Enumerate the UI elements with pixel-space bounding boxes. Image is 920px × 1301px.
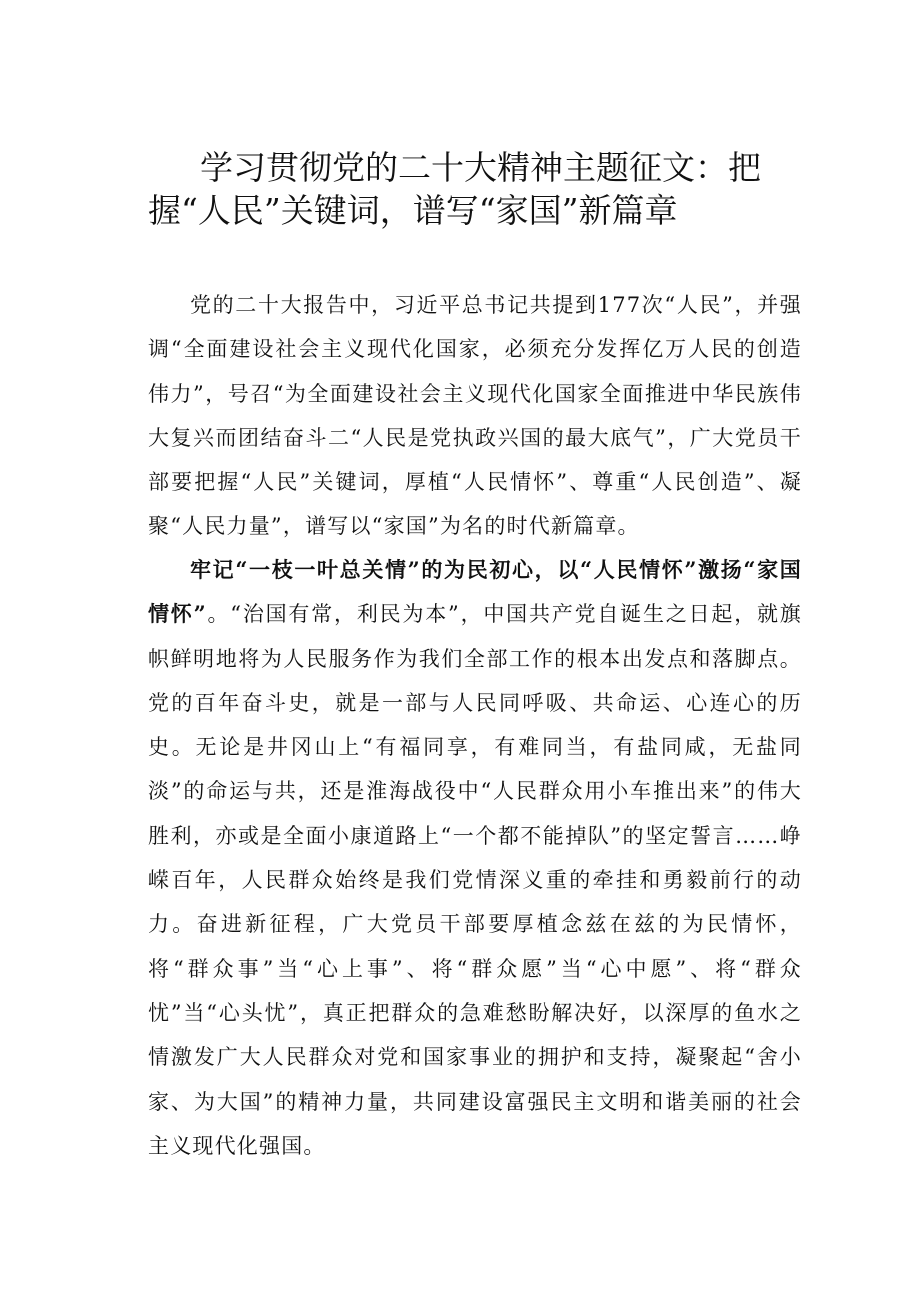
paragraph-2-text: 。“治国有常，利民为本”，中国共产党自诞生之日起，就旗帜鲜明地将为人民服务作为我们全部工作的根本出发点和落脚点。党的百年奋斗史，就是一部与人民同呼吸、共命运、心连心的历史。无论是井冈山上“有福同享，有难同当，有盐同咸，无盐同淡”的命运与共，还是淮海战役中“人民群众用小车推出来”的伟大胜利，亦或是全面小康道路上“一个都不能掉队”的坚定誓言……峥嵘百年，人民群众始终是我们党情深义重的牵挂和勇毅前行的动力。奋进新征程，广大党员干部要厚植念兹在兹的为民情怀，将“群众事”当“心上事”、将“群众愿”当“心中愿”、将“群众忧”当“心头忧”，真正把群众的急难愁盼解决好，以深厚的鱼水之情激发广大人民群众对党和国家事业的拥护和支持，凝聚起“舍小家、为大国”的精神力量，共同建设富强民主文明和谐美丽的社会主义现代化强国。 <box>148 602 802 1158</box>
paragraph-1 <box>148 283 802 549</box>
document-title: 学习贯彻党的二十大精神主题征文：把握“人民”关键词，谱写“家国”新篇章 <box>148 148 761 230</box>
paragraph-2 <box>148 548 802 1168</box>
paragraph-2-lead: 牢记“一枝一叶总关情”的为民初心，以“人民情怀”激扬“家国情怀” <box>148 557 802 627</box>
paragraph-1-text: 党的二十大报告中，习近平总书记共提到177次“人民”，并强调“全面建设社会主义现代化国家，必须充分发挥亿万人民的创造伟力”，号召“为全面建设社会主义现代化国家全面推进中华民族伟大复兴而团结奋斗二“人民是党执政兴国的最大底气”，广大党员干部要把握“人民”关键词，厚植“人民情怀”、尊重“人民创造”、凝聚“人民力量”，谱写以“家国”为名的时代新篇章。 <box>148 293 802 539</box>
